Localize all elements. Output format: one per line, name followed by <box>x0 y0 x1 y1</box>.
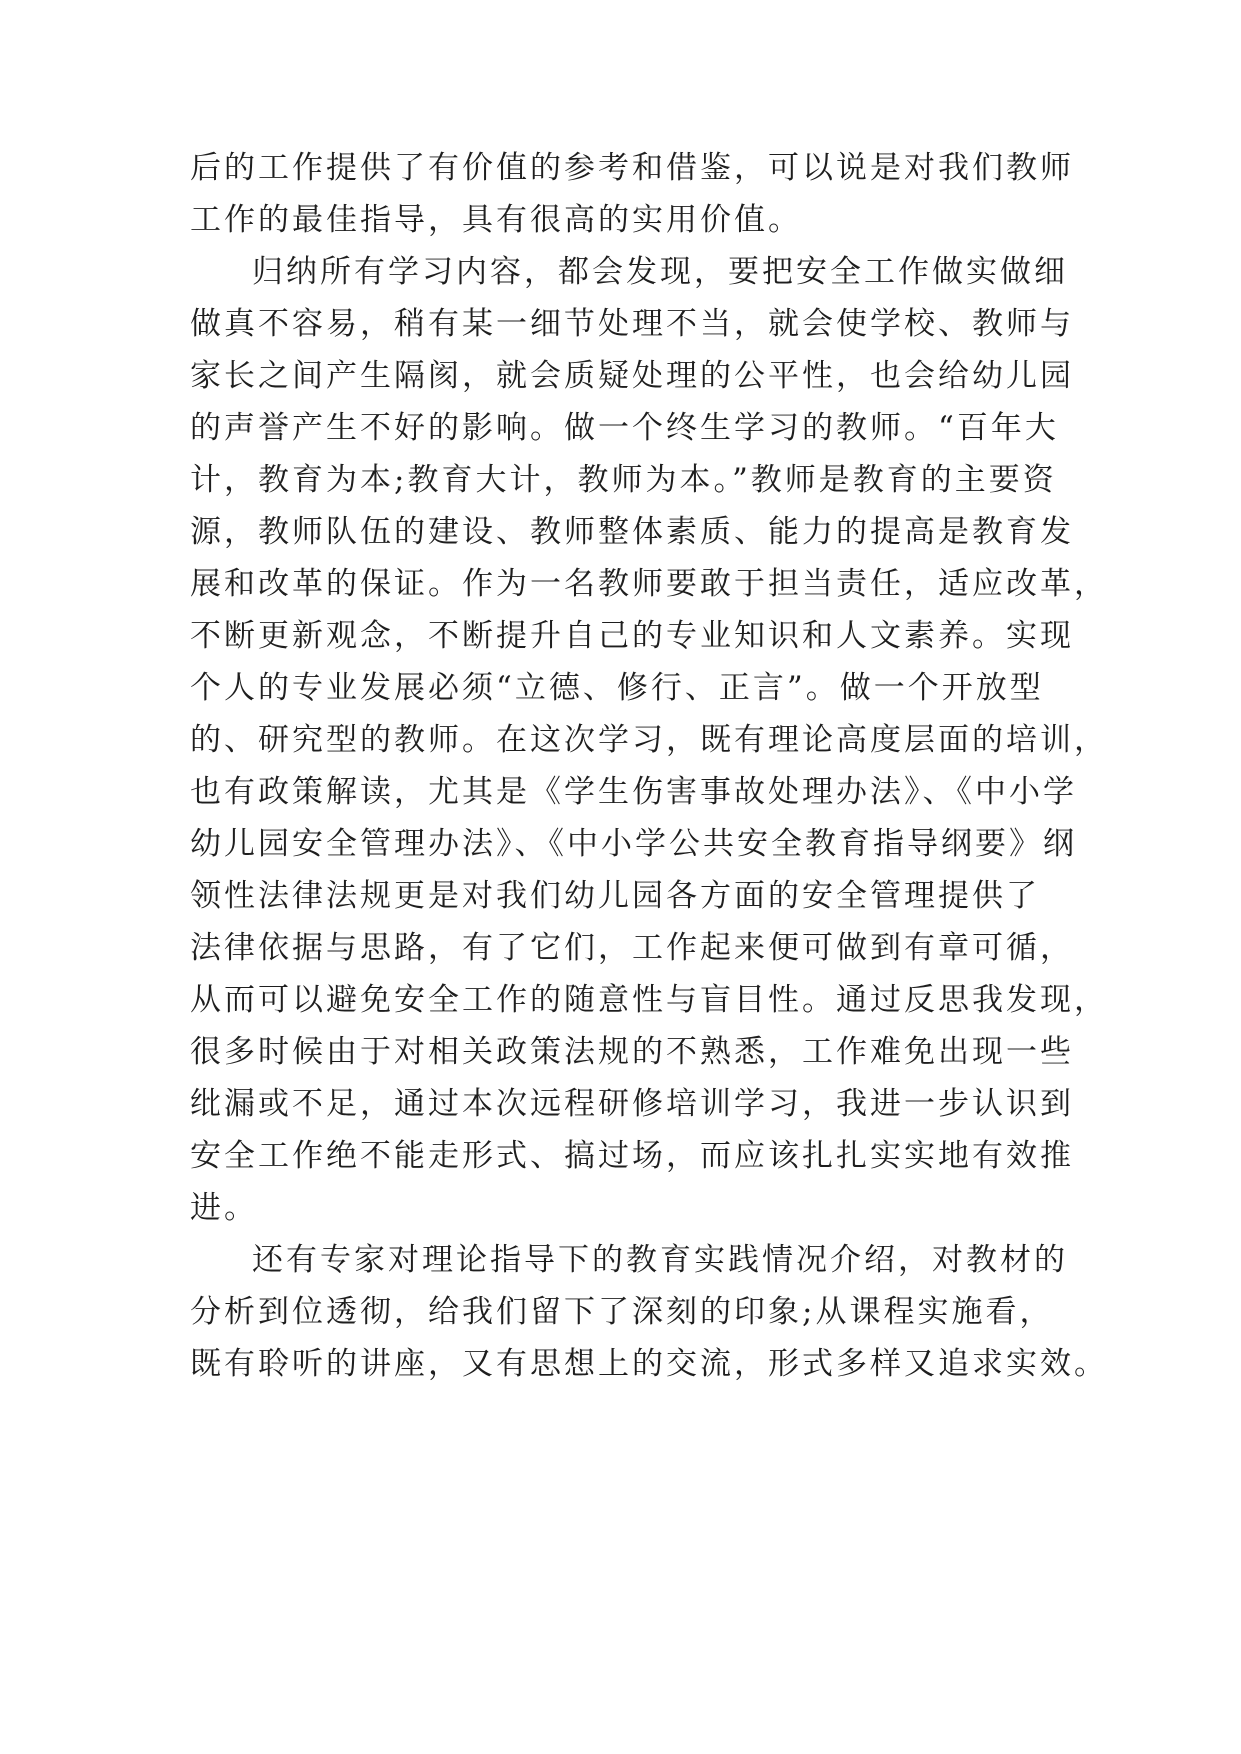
text-line: 工作的最佳指导，具有很高的实用价值。 <box>190 202 802 238</box>
text-line: 的、研究型的教师。在这次学习，既有理论高度层面的培训， <box>190 722 1108 758</box>
text-line: 源，教师队伍的建设、教师整体素质、能力的提高是教育发 <box>190 514 1074 550</box>
text-line: 从而可以避免安全工作的随意性与盲目性。通过反思我发现， <box>190 982 1108 1018</box>
text-line: 安全工作绝不能走形式、搞过场，而应该扎扎实实地有效推 <box>190 1138 1074 1174</box>
text-line: 既有聆听的讲座，又有思想上的交流，形式多样又追求实效。 <box>190 1346 1108 1382</box>
text-line: 展和改革的保证。作为一名教师要敢于担当责任，适应改革， <box>190 566 1108 602</box>
text-line: 的声誉产生不好的影响。做一个终生学习的教师。“百年大 <box>190 410 1059 446</box>
text-line: 也有政策解读，尤其是《学生伤害事故处理办法》、《中小学 <box>190 774 1077 810</box>
text-line: 分析到位透彻，给我们留下了深刻的印象;从课程实施看， <box>190 1294 1054 1330</box>
text-line: 计，教育为本;教育大计，教师为本。”教师是教育的主要资 <box>190 462 1057 498</box>
text-line: 纰漏或不足，通过本次远程研修培训学习，我进一步认识到 <box>190 1086 1074 1122</box>
text-line: 后的工作提供了有价值的参考和借鉴，可以说是对我们教师 <box>190 150 1074 186</box>
text-line: 家长之间产生隔阂，就会质疑处理的公平性，也会给幼儿园 <box>190 358 1074 394</box>
text-line: 领性法律法规更是对我们幼儿园各方面的安全管理提供了 <box>190 878 1040 914</box>
text-line: 个人的专业发展必须“立德、修行、正言”。做一个开放型 <box>190 670 1044 706</box>
text-line: 幼儿园安全管理办法》、《中小学公共安全教育指导纲要》纲 <box>190 826 1077 862</box>
text-line: 进。 <box>190 1190 258 1226</box>
paragraph-first-line: 归纳所有学习内容，都会发现，要把安全工作做实做细 <box>252 254 1068 290</box>
text-line: 不断更新观念，不断提升自己的专业知识和人文素养。实现 <box>190 618 1074 654</box>
text-line: 做真不容易，稍有某一细节处理不当，就会使学校、教师与 <box>190 306 1074 342</box>
text-line: 很多时候由于对相关政策法规的不熟悉，工作难免出现一些 <box>190 1034 1074 1070</box>
text-line: 法律依据与思路，有了它们，工作起来便可做到有章可循， <box>190 930 1074 966</box>
paragraph-first-line: 还有专家对理论指导下的教育实践情况介绍，对教材的 <box>252 1242 1068 1278</box>
